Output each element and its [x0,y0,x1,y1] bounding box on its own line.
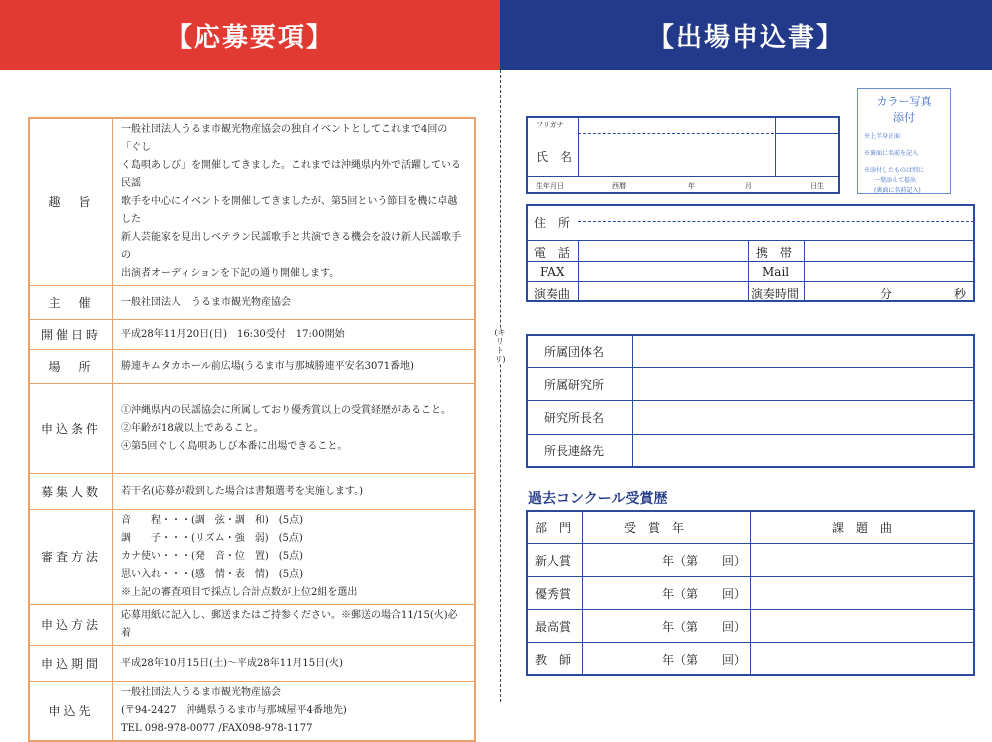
photo-note-5: (裏面に名前記入) [874,187,921,194]
guideline-line: 歌手を中心にイベントを開催してきましたが、第5回という節目を機に卓越した [121,196,458,225]
address-label: 住 所 [534,216,571,230]
affiliation-label: 研究所長名 [544,411,605,425]
entry-form-header [500,0,992,70]
guideline-line: 平成28年11月20日(日) 16:30受付 17:00開始 [121,328,345,340]
history-category: 教 師 [535,653,572,667]
guideline-key: 場 所 [29,350,113,384]
history-year-field: 年（第 回） [662,554,747,568]
guideline-line: 勝連キムタカホール前広場(うるま市与那城勝連平安名3071番地) [121,360,414,372]
day-label: 日生 [810,182,824,190]
guideline-line: カナ使い・・・(発 音・位 置) (5点) [121,551,303,562]
history-header-category: 部 門 [535,521,572,535]
history-category: 最高賞 [535,620,572,634]
song-label: 演奏曲 [534,287,571,301]
guideline-line: 一般社団法人 うるま市観光物産協会 [121,296,291,308]
guideline-line: ①沖縄県内の民謡協会に所属しており優秀賞以上の受賞経歴があること。 [121,404,451,416]
photo-box [857,88,951,194]
furigana-label: フリガナ [536,121,564,129]
guideline-line: TEL 098-978-0077 /FAX098-978-1177 [121,723,313,734]
guideline-value [113,646,476,682]
guideline-key: 審査方法 [29,510,113,605]
guideline-row [29,510,475,605]
photo-title: カラー写真 [876,95,932,108]
guideline-key: 募集人数 [29,474,113,510]
guideline-key: 申込方法 [29,605,113,646]
duration-label: 演奏時間 [751,287,800,301]
affiliation-label: 所長連絡先 [544,444,605,458]
guideline-row [29,682,475,742]
guideline-line: 調 子・・・(リズム・強 弱) (5点) [121,533,303,544]
guideline-key: 趣 旨 [29,118,113,286]
guideline-row [29,320,475,350]
name-label: 氏 名 [536,150,573,164]
guideline-line: ※上記の審査項目で採点し合計点数が上位2組を選出 [121,587,358,598]
guideline-value [113,510,476,605]
birth-label: 生年月日 [536,182,564,190]
guidelines-title: 【応募要項】 [165,22,334,53]
history-category: 優秀賞 [535,587,572,601]
guideline-row [29,118,475,286]
photo-note-3: ※添付したものは別に [864,167,925,174]
history-year-field: 年（第 回） [662,653,747,667]
seconds-label: 秒 [954,287,967,301]
minutes-label: 分 [880,287,893,301]
guideline-value [113,286,476,320]
guideline-value [113,320,476,350]
guideline-row [29,384,475,474]
mail-label: Mail [762,265,790,279]
guideline-row [29,605,475,646]
photo-note-4: 一葉添えて提出 [874,177,917,184]
history-year-field: 年（第 回） [662,587,747,601]
cut-line [500,70,501,702]
guideline-key: 主 催 [29,286,113,320]
guideline-key: 開催日時 [29,320,113,350]
guideline-line: く島唄あしび」を開催してきました。これまでは沖縄県内外で活躍している民謡 [121,160,461,189]
history-header-song: 課 題 曲 [832,521,893,535]
guideline-value [113,384,476,474]
guideline-line: (〒94-2427 沖縄県うるま市与那城屋平4番地先) [121,705,347,716]
cut-label: (キリトリ) [494,328,506,364]
guideline-line: 音 程・・・(調 弦・調 和) (5点) [121,515,303,526]
entry-form-title: 【出場申込書】 [647,22,844,53]
name-box [526,116,840,194]
guideline-line: 一般社団法人うるま市観光物産協会 [121,687,281,698]
guideline-row [29,350,475,384]
guideline-value [113,682,476,742]
guideline-row [29,286,475,320]
application-guidelines-header [0,0,500,70]
guideline-row [29,474,475,510]
guideline-line: 出演者オーディションを下記の通り開催します。 [121,268,340,279]
history-header-year: 受 賞 年 [624,521,685,535]
photo-note-1: ※上半身正面 [864,133,901,140]
year-label: 年 [688,182,695,190]
guideline-line: 思い入れ・・・(感 情・表 情) (5点) [121,569,303,580]
month-label: 月 [745,182,752,190]
history-category: 新人賞 [535,554,572,568]
mobile-label: 携 帯 [756,246,793,260]
phone-label: 電 話 [534,246,571,260]
guideline-value [113,474,476,510]
guideline-line: ④第5回ぐしく島唄あしび本番に出場できること。 [121,440,348,452]
guideline-key: 申込条件 [29,384,113,474]
guideline-line: 一般社団法人うるま市観光物産協会の独自イベントとしてこれまで4回の「ぐし [121,124,448,153]
history-year-field: 年（第 回） [662,620,747,634]
guideline-row [29,646,475,682]
guideline-key: 申込先 [29,682,113,742]
photo-subtitle: 添付 [893,111,915,124]
affiliation-label: 所属研究所 [544,378,605,392]
guideline-line: ②年齢が18歳以上であること。 [121,422,264,434]
guideline-line: 新人芸能家を見出しベテラン民謡歌手と共演できる機会を設け新人民謡歌手の [121,232,461,261]
photo-note-2: ※裏面に名前を記入 [864,150,919,157]
guideline-value [113,605,476,646]
guideline-value [113,118,476,286]
guideline-line: 若干名(応募が殺到した場合は書類選考を実施します。) [121,485,364,497]
guideline-value [113,350,476,384]
guideline-line: 平成28年10月15日(土)〜平成28年11月15日(火) [121,657,343,669]
award-history-title: 過去コンクール受賞歴 [528,491,668,507]
guideline-line: 応募用紙に記入し、郵送またはご持参ください。※郵送の場合11/15(火)必着 [121,610,458,639]
guidelines-table [28,117,476,742]
guideline-key: 申込期間 [29,646,113,682]
era-label: 西暦 [612,182,626,190]
affiliation-label: 所属団体名 [544,345,605,359]
fax-label: FAX [540,265,565,279]
